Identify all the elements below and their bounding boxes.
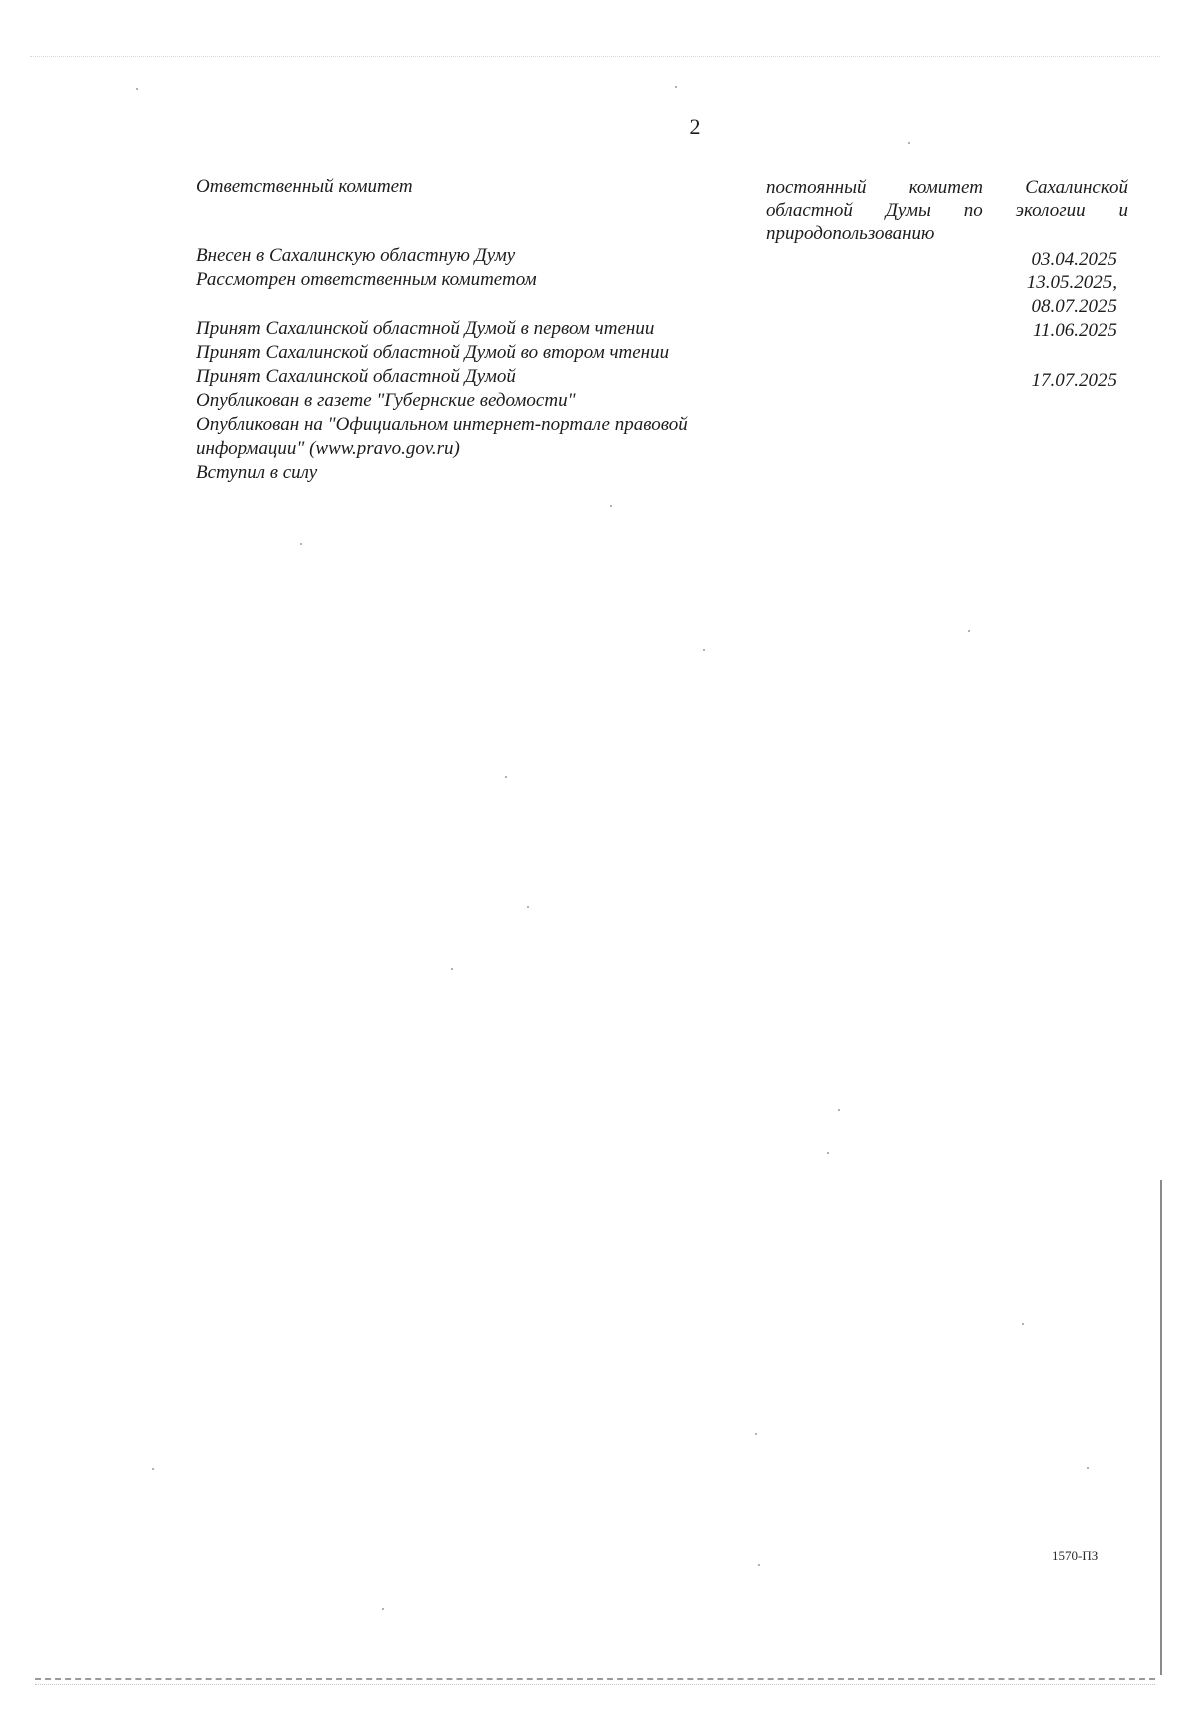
- scan-speck: [755, 1433, 757, 1435]
- scan-speck: [527, 906, 529, 908]
- adopted-label: Принят Сахалинской областной Думой: [196, 366, 516, 387]
- adopted-date: 17.07.2025: [1031, 370, 1117, 391]
- page-number: 2: [689, 114, 701, 139]
- scan-speck: [451, 968, 453, 970]
- first-reading-date: 11.06.2025: [1032, 320, 1117, 341]
- committee-line-2: областной Думы по экологии и: [766, 200, 1128, 221]
- scan-speck: [968, 630, 970, 632]
- second-reading-label: Принят Сахалинской областной Думой во втором чтении: [196, 342, 670, 363]
- first-reading-label: Принят Сахалинской областной Думой в первом чтении: [196, 318, 655, 339]
- scan-artifact-bottom-secondary: [35, 1684, 1155, 1685]
- scan-speck: [1087, 1467, 1089, 1469]
- published-portal-label-line-1: Опубликован на "Официальном интернет-портале правовой: [196, 414, 688, 435]
- scan-speck: [136, 88, 138, 90]
- reviewed-date-1: 13.05.2025,: [1026, 272, 1117, 293]
- submitted-label: Внесен в Сахалинскую областную Думу: [196, 245, 516, 266]
- published-portal-label-line-2: информации" (www.pravo.gov.ru): [196, 438, 460, 459]
- scan-speck: [382, 1608, 384, 1610]
- committee-line-3: природопользованию: [766, 223, 935, 244]
- published-newspaper-label: Опубликован в газете "Губернские ведомости": [196, 390, 576, 411]
- document-code: 1570-ПЗ: [1052, 1548, 1099, 1563]
- submitted-date: 03.04.2025: [1031, 249, 1117, 270]
- scan-speck: [838, 1109, 840, 1111]
- scan-artifact-right: [1160, 1180, 1162, 1675]
- scan-speck: [703, 649, 705, 651]
- scan-speck: [152, 1468, 154, 1470]
- scan-speck: [908, 142, 910, 144]
- scan-speck: [610, 505, 612, 507]
- scan-speck: [1022, 1323, 1024, 1325]
- entered-into-force-label: Вступил в силу: [196, 462, 318, 483]
- scan-speck: [505, 776, 507, 778]
- responsible-committee-label: Ответственный комитет: [196, 176, 413, 197]
- scan-speck: [758, 1564, 760, 1566]
- reviewed-date-2: 08.07.2025: [1031, 296, 1117, 317]
- committee-line-1: постоянный комитет Сахалинской: [766, 177, 1128, 198]
- reviewed-label: Рассмотрен ответственным комитетом: [196, 269, 537, 290]
- scan-artifact-top: [30, 56, 1160, 57]
- scan-artifact-bottom: [35, 1678, 1155, 1680]
- scan-speck: [827, 1152, 829, 1154]
- scan-speck: [300, 543, 302, 545]
- scan-speck: [675, 86, 677, 88]
- responsible-committee-value: [766, 176, 1128, 245]
